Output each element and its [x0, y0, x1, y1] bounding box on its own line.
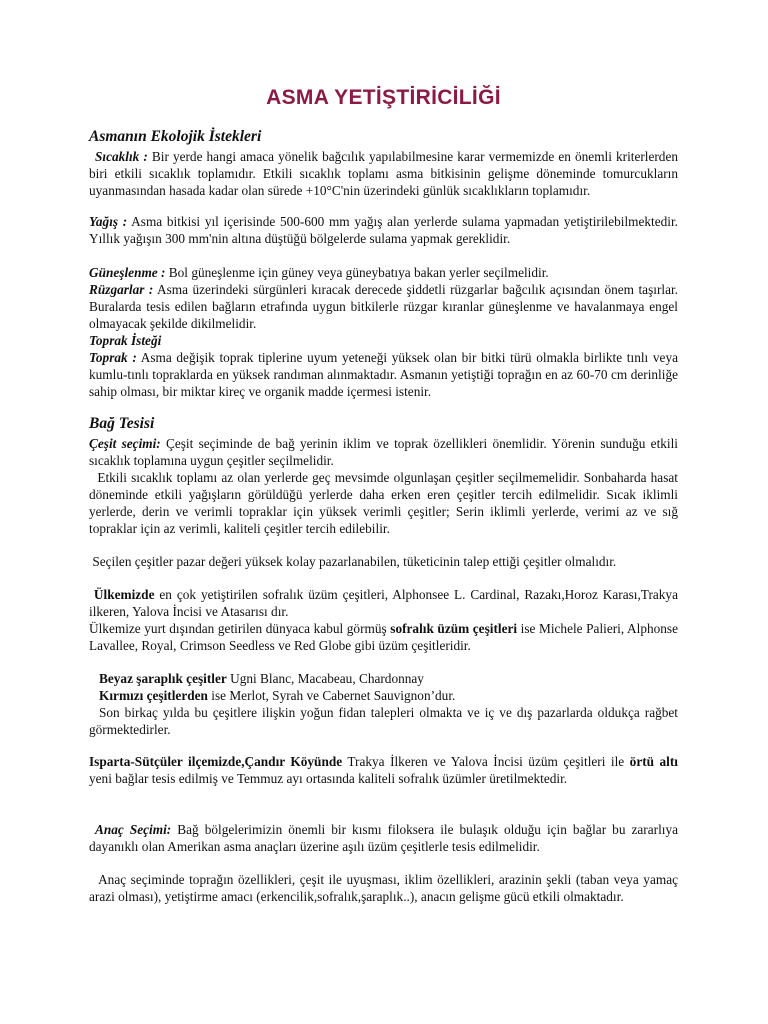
- text-isparta-a: Trakya İlkeren ve Yalova İncisi üzüm çeşitleri ile: [342, 754, 630, 769]
- text-sicaklik: Bir yerde hangi amaca yönelik bağcılık yapılabilmesine karar vermemizde en önemli kriterlerden biri etkili sıcaklık toplamıdır. Etkili sıcaklık toplamı asma bitkisinin gelişme döneminde tomurcukların uyanmasından hasada kadar olan sürede +10°C'nin üzerindeki günlük sıcaklıkların toplamıdır.: [89, 149, 679, 198]
- text-isparta-c: yeni bağlar tesis edilmiş ve Temmuz ayı ortasında kaliteli sofralık üzümler üretilmektedir.: [89, 771, 568, 786]
- subheading-toprak-text: Toprak İsteği: [89, 333, 162, 348]
- paragraph-isparta: [89, 753, 678, 787]
- label-gunes: Güneşlenme :: [89, 265, 166, 280]
- label-beyaz: Beyaz şaraplık çeşitler: [99, 671, 227, 686]
- paragraph-etkili-sicaklik: Etkili sıcaklık toplamı az olan yerlerde geç mevsimde olgunlaşan çeşitler seçilmemelidir. Sonbaharda hasat döneminde etkili yağışların görüldüğü yerlerde daha erken eren çeşitler tercih edilmelidir. Sıcak iklimli yerlerde, derin ve verimli topraklar için yüksek verimli çeşitler; Serin iklimli yerlerde, verimi az ve sığ topraklar için az verimli, kaliteli çeşitler tercih edilebilir.: [89, 470, 682, 536]
- text-ulkemizde: en çok yetiştirilen sofralık üzüm çeşitleri, Alphonsee L. Cardinal, Razakı,Horoz Karası,Trakya ilkeren, Yalova İncisi ve Atasarısı dır.: [89, 587, 678, 619]
- paragraph-ithal: [89, 620, 678, 654]
- text-cesit: Çeşit seçiminde de bağ yerinin iklim ve toprak özellikleri önemlidir. Yörenin sunduğu etkili sıcaklık toplamına uygun çeşitler seçilmelidir.: [89, 436, 678, 468]
- subheading-toprak: [89, 332, 678, 349]
- paragraph-cesit: [89, 435, 678, 469]
- text-ruzgar: Asma üzerindeki sürgünleri kıracak derecede şiddetli rüzgarlar bağcılık açısından önem taşırlar. Buralarda tesis edilen bağların etrafında uygun bitkilerle rüzgar kıranlar güneşlenme ve havalanmaya engel olmayacak şekilde dikilmelidir.: [89, 282, 678, 331]
- text-ithal-b: sofralık üzüm çeşitleri: [390, 621, 518, 636]
- label-yagis: Yağış :: [89, 214, 128, 229]
- paragraph-ruzgar: [89, 281, 678, 332]
- page-title: ASMA YETİŞTİRİCİLİĞİ: [266, 86, 501, 109]
- section-heading-bag-tesisi: Bağ Tesisi: [89, 415, 155, 432]
- section-heading-ecology: Asmanın Ekolojik İstekleri: [89, 128, 262, 145]
- label-ruzgar: Rüzgarlar :: [89, 282, 154, 297]
- text-beyaz: Ugni Blanc, Macabeau, Chardonnay: [226, 671, 424, 686]
- paragraph-kirmizi: [89, 687, 678, 704]
- label-cesit: Çeşit seçimi:: [89, 436, 161, 451]
- paragraph-sicaklik: [89, 148, 678, 199]
- label-kirmizi: Kırmızı çeşitlerden: [99, 688, 208, 703]
- label-isparta: Isparta-Sütçüler ilçemizde,Çandır Köyünde: [89, 754, 343, 769]
- paragraph-gunes: [89, 264, 678, 281]
- text-kirmizi: ise Merlot, Syrah ve Cabernet Sauvignon’dur.: [207, 688, 456, 703]
- paragraph-beyaz: [89, 670, 678, 687]
- paragraph-yagis: [89, 213, 678, 247]
- paragraph-pazar: Seçilen çeşitler pazar değeri yüksek kolay pazarlanabilen, tüketicinin talep ettiği çeşitler olmalıdır.: [89, 554, 617, 569]
- paragraph-anac-secimi: Anaç seçiminde toprağın özellikleri, çeşit ile uyuşması, iklim özellikleri, arazinin şekli (taban veya yamaç arazi olması), yetiştirme amacı (erkencilik,sofralık,şaraplık..), anacın gelişme gücü etkili olmaktadır.: [89, 872, 682, 904]
- text-anac: Bağ bölgelerimizin önemli bir kısmı filoksera ile bulaşık olduğu için bağlar bu zararlıya dayanıklı olan Amerikan asma anaçları üzerine aşılı üzüm çeşitlerle tesis edilmelidir.: [89, 822, 679, 854]
- label-toprak: Toprak :: [89, 350, 137, 365]
- label-anac: Anaç Seçimi:: [95, 822, 172, 837]
- paragraph-talep: Son birkaç yılda bu çeşitlere ilişkin yoğun fidan talepleri olmakta ve iç ve dış pazarlarda oldukça rağbet görmektedirler.: [89, 705, 682, 737]
- paragraph-ulkemizde: [89, 586, 678, 620]
- text-ithal-a: Ülkemize yurt dışından getirilen dünyaca kabul görmüş: [89, 621, 391, 636]
- paragraph-anac: [89, 821, 678, 855]
- text-yagis: Asma bitkisi yıl içerisinde 500-600 mm yağış alan yerlerde sulama yapmadan yetiştirilebilmektedir. Yıllık yağışın 300 mm'nin altına düştüğü bölgelerde sulama yapmak gereklidir.: [89, 214, 678, 246]
- text-toprak: Asma değişik toprak tiplerine uyum yeteneği yüksek olan bir bitki türü olmakla birlikte tınlı veya kumlu-tınlı topraklarda en yüksek randıman alınmaktadır. Asmanın yetiştiği toprağın en az 60-70 cm derinliğe sahip olması, bir miktar kireç ve organik madde içermesi istenir.: [89, 350, 678, 399]
- text-gunes: Bol güneşlenme için güney veya güneybatıya bakan yerler seçilmelidir.: [165, 265, 549, 280]
- paragraph-toprak: [89, 349, 678, 400]
- label-sicaklik: Sıcaklık :: [95, 149, 148, 164]
- label-ulkemizde: Ülkemizde: [89, 587, 155, 602]
- text-ithal-c: ise Michele Palieri, Alphonse Lavallee, Royal, Crimson Seedless ve Red Globe gibi üzüm çeşitleridir.: [89, 621, 678, 653]
- text-isparta-b: örtü altı: [629, 754, 678, 769]
